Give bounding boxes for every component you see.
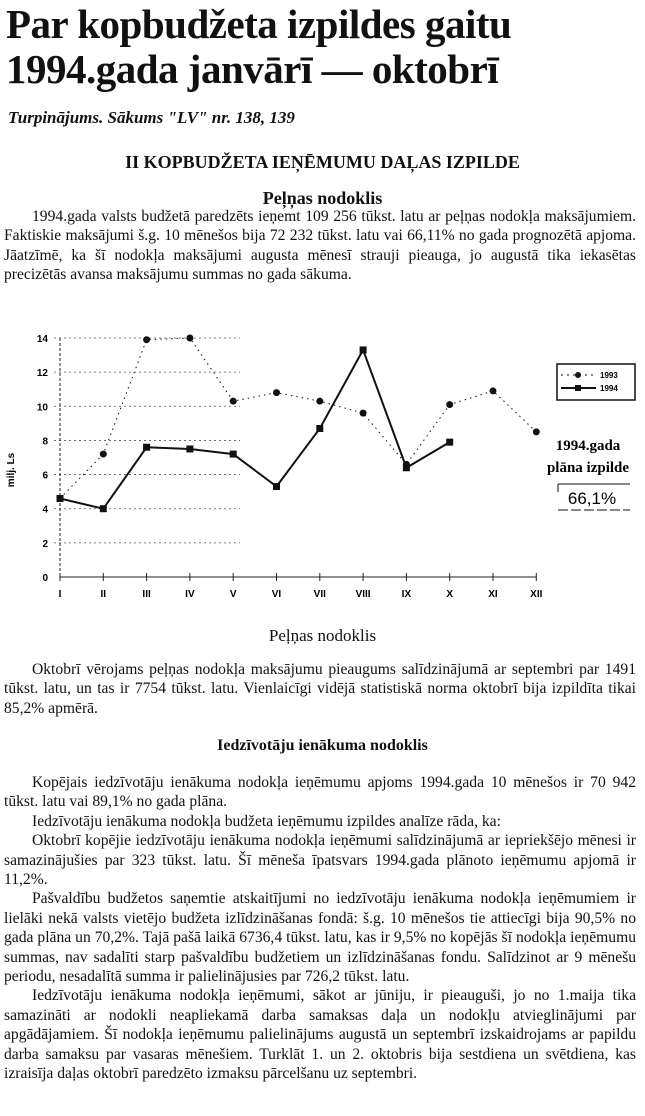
paragraph: Oktobrī kopējie iedzīvotāju ienākuma nodokļa ieņēmumi salīdzinājumā ar iepriekšējo mēnesi ir samazinājušies par 323 tūkst. latu. Šī mēneša īpatsvars 1994.gada plānoto ieņēmumu apjomā ir 11,2%.: [4, 832, 636, 889]
data-point-1993: [533, 428, 540, 435]
x-tick-label: V: [229, 589, 237, 600]
y-tick-label: 4: [42, 504, 48, 516]
data-point-1993: [446, 401, 453, 408]
x-tick-label: XI: [488, 589, 498, 600]
profit-tax-followup: [4, 660, 636, 718]
legend: [557, 364, 635, 400]
profit-tax-heading: Peļņas nodoklis: [262, 188, 383, 208]
x-tick-label: IX: [401, 589, 412, 600]
continuation-note: Turpinājums. Sākums "LV" nr. 138, 139: [8, 108, 295, 127]
income-tax-text: [4, 773, 636, 1084]
y-tick-label: 14: [36, 334, 48, 345]
y-tick-label: 10: [36, 402, 48, 414]
data-point-1993: [230, 398, 237, 405]
plan-annotation: [547, 438, 630, 510]
data-point-1993: [186, 335, 193, 342]
annotation-line-1: 1994.gada: [555, 438, 621, 454]
paragraph: Pašvaldību budžetos saņemtie atskaitījumi no iedzīvotāju ienākuma nodokļa ieņēmumiem ir lielāki nekā valsts vietējo budžeta izlīdzināšanas fondā: š.g. 10 mēnešos tie attiecīgi bija 90,5% no gada plāna un 70,2%. Tajā pašā laikā 6736,4 tūkst. latu, kas ir 9,5% no kopējās šī nodokļa ieņēmumu summas, nav sadalīti starp pašvaldību budžetiem un izlīdzināšanas fondu. Salīdzinot ar 9 mēnešu periodu, nesadalītā summa ir palielinājusies par 726,2 tūkst. latu.: [4, 890, 636, 986]
series-line-1994: [60, 350, 450, 509]
title-line-1: Par kopbudžeta izpildes gaitu: [6, 1, 512, 47]
x-tick-label: X: [446, 589, 454, 600]
data-point-1993: [143, 336, 150, 343]
x-tick-label: VII: [313, 589, 326, 600]
y-tick-label: 0: [42, 573, 48, 584]
data-point-1994: [186, 445, 193, 452]
data-point-1993: [273, 389, 280, 396]
income-tax-heading: Iedzīvotāju ienākuma nodoklis: [217, 737, 428, 754]
x-tick-label: III: [142, 589, 151, 600]
data-point-1993: [316, 398, 323, 405]
data-point-1994: [143, 444, 150, 451]
paragraph: 1994.gada valsts budžetā paredzēts ieņemt 109 256 tūkst. latu ar peļņas nodokļa maksājumiem. Faktiskie maksājumi š.g. 10 mēnešos bija 72 232 tūkst. latu vai 66,11% no gada prognozētā apjoma. Jāatzīmē, ka šī nodokļa maksājumi augusta mēnesī strauji pieauga, jo augustā tika iekasētas precizētās avansa maksājumu summas no gada sākuma.: [4, 208, 636, 284]
data-point-1994: [403, 464, 410, 471]
data-point-1994: [446, 439, 453, 446]
x-tick-label: II: [100, 589, 107, 600]
x-tick-label: I: [58, 589, 62, 600]
y-tick-label: 8: [42, 436, 48, 448]
paragraph: Iedzīvotāju ienākuma nodokļa budžeta ieņēmumu izpildes analīze rāda, ka:: [32, 812, 501, 830]
x-tick-label: XII: [530, 589, 543, 600]
data-point-1994: [360, 346, 367, 353]
series-line-1993: [60, 338, 536, 498]
annotation-line-2: plāna izpilde: [546, 460, 630, 476]
y-tick-label: 12: [36, 368, 48, 380]
data-point-1993: [100, 451, 107, 458]
y-tick-label: 6: [42, 470, 48, 482]
x-tick-label: VIII: [355, 589, 371, 600]
annotation-value: 66,1%: [567, 489, 617, 508]
legend-label-1994: 1994: [600, 384, 618, 393]
data-point-1994: [316, 425, 323, 432]
y-tick-label: 2: [42, 538, 48, 550]
paragraph: Iedzīvotāju ienākuma nodokļa ieņēmumi, sākot ar jūniju, ir pieauguši, jo no 1.maija tika samazināti ar nodokli neapliekamā darba samaksas daļa un nodokļu atvieglinājumi par apgādājamiem. Šī nodokļa ieņēmumu palielinājums augustā un septembrī izskaidrojams ar papildu darba samaksu par vasaras mēnešiem. Turklāt 1. un 2. oktobris bija sestdiena un svētdiena, kas izraisīja daļas oktobrī paredzēto izmaksu pārcelšanu uz septembri.: [4, 987, 636, 1083]
article-title: [6, 2, 511, 92]
data-point-1993: [360, 410, 367, 417]
data-point-1994: [230, 451, 237, 458]
profit-tax-chart: [0, 320, 645, 610]
x-tick-label: IV: [185, 589, 195, 600]
chart-caption: Peļņas nodoklis: [268, 626, 377, 645]
title-line-2: 1994.gada janvārī — oktobrī: [6, 46, 499, 92]
profit-tax-paragraph: [4, 207, 636, 285]
data-point-1994: [57, 495, 64, 502]
y-axis-label: milj. Ls: [6, 452, 17, 488]
x-tick-label: VI: [271, 589, 282, 600]
data-point-1994: [100, 505, 107, 512]
data-point-1994: [273, 483, 280, 490]
legend-label-1993: 1993: [600, 371, 618, 380]
section-heading: II KOPBUDŽETA IEŅĒMUMU DAĻAS IZPILDE: [125, 152, 520, 172]
paragraph: Oktobrī vērojams peļņas nodokļa maksājumu pieaugums salīdzinājumā ar septembri par 1491 tūkst. latu, un tas ir 7754 tūkst. latu. Vienlaicīgi vidējā statistiskā norma oktobrī bija izpildīta tikai 85,2% apmērā.: [4, 661, 636, 717]
data-point-1993: [490, 387, 497, 394]
paragraph: Kopējais iedzīvotāju ienākuma nodokļa ieņēmumu apjoms 1994.gada 10 mēnešos ir 70 942 tūkst. latu vai 89,1% no gada plāna.: [4, 774, 636, 811]
